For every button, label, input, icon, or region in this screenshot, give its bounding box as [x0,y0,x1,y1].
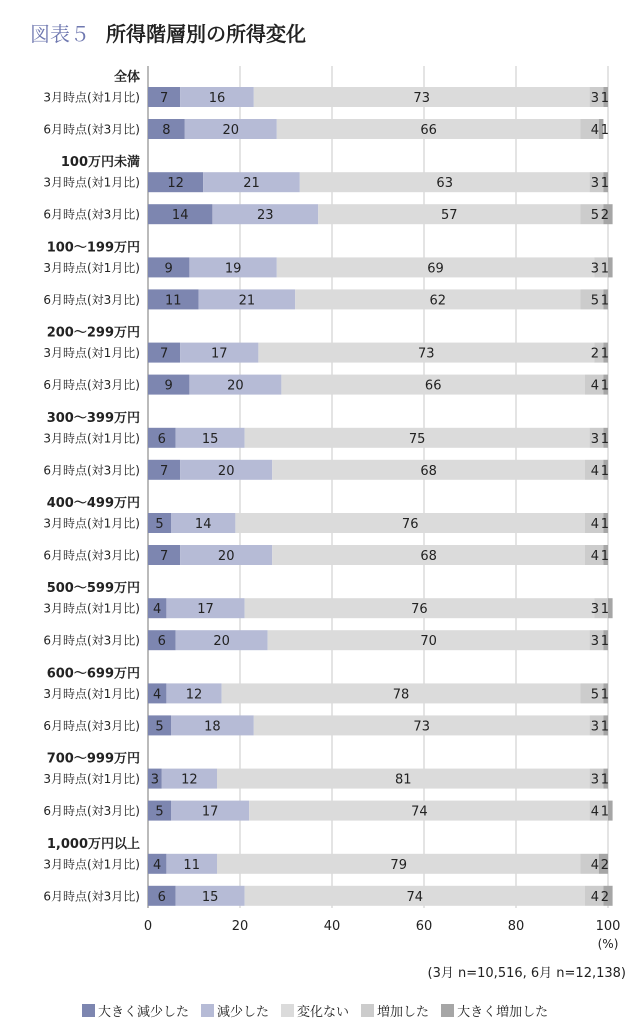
legend-label: 変化ない [297,1005,350,1020]
data-label: 1 [600,176,609,192]
legend-item [82,1001,189,1020]
data-label: 20 [217,549,235,564]
data-label: 73 [413,91,430,106]
legend-label: 増加した [377,1005,430,1020]
data-label: 81 [395,772,412,788]
data-label: 74 [411,804,428,820]
data-label: 12 [167,176,184,192]
data-label: 1 [600,772,609,788]
row-label: 3月時点(対1月比) [43,175,140,190]
data-label: 7 [159,91,169,106]
data-label: 3 [590,176,599,192]
data-label: 16 [208,91,226,106]
x-tick-label: 80 [507,919,525,934]
data-label: 7 [159,346,169,362]
data-label: 69 [427,261,444,277]
data-label: 1 [600,719,609,735]
legend-label: 大きく増加した [457,1005,549,1020]
sample-size-note: (3月 n=10,516, 6月 n=12,138) [427,966,626,981]
group-label: 500～599万円 [46,581,140,597]
row-label: 6月時点(対3月比) [43,378,140,393]
data-label: 5 [590,687,599,703]
data-label: 15 [201,889,219,905]
data-label: 23 [257,208,274,224]
legend-label: 減少した [217,1005,270,1020]
data-label: 4 [590,517,599,532]
data-label: 3 [590,602,599,618]
data-label: 20 [217,463,235,479]
row-label: 6月時点(対3月比) [43,463,140,478]
row-label: 6月時点(対3月比) [43,292,140,307]
row-label: 3月時点(対1月比) [43,260,140,275]
data-label: 1 [600,431,609,447]
legend-label: 大きく減少した [98,1005,190,1020]
data-label: 1 [600,293,609,309]
data-label: 5 [155,517,164,532]
data-label: 75 [408,431,426,447]
data-label: 9 [164,378,173,394]
data-label: 20 [222,123,240,138]
legend-item [201,1001,269,1020]
data-label: 4 [153,687,162,703]
chart-title: 所得階層別の所得変化 [106,22,306,46]
data-label: 3 [590,772,599,788]
data-label: 21 [238,293,256,309]
data-label: 1 [600,634,609,650]
data-label: 4 [590,804,599,820]
data-label: 68 [420,463,437,479]
data-label: 6 [157,431,166,447]
data-label: 62 [429,293,447,309]
data-label: 3 [590,719,599,735]
data-label: 6 [157,634,166,650]
data-label: 3 [150,772,160,788]
legend [82,1001,548,1020]
data-label: 4 [153,602,162,618]
row-label: 6月時点(対3月比) [43,889,140,904]
data-label: 2 [600,857,609,873]
data-label: 8 [162,123,171,138]
data-label: 2 [600,889,609,905]
data-label: 12 [181,772,198,788]
row-label: 6月時点(対3月比) [43,548,140,563]
group-label: 100万円未満 [60,155,140,171]
data-label: 11 [165,293,182,309]
group-label: 600～699万円 [46,666,140,682]
legend-swatch [361,1004,374,1017]
data-label: 12 [185,687,203,703]
group-label: 700～999万円 [46,751,140,767]
x-tick-label: 60 [415,919,433,934]
x-tick-label: 0 [143,919,153,934]
data-label: 5 [590,293,599,309]
x-tick-label: 100 [595,919,621,934]
group-label: 1,000万円以上 [46,836,140,852]
data-label: 19 [224,261,242,277]
row-label: 3月時点(対1月比) [43,90,140,105]
data-label: 17 [197,602,214,618]
data-label: 78 [392,687,410,703]
data-label: 73 [413,719,430,735]
row-label: 3月時点(対1月比) [43,346,140,361]
data-label: 1 [600,123,609,138]
group-label: 全体 [113,70,140,85]
data-label: 4 [590,463,599,479]
data-label: 1 [600,261,609,277]
legend-swatch [441,1004,454,1017]
data-label: 11 [183,857,200,873]
row-label: 3月時点(対1月比) [43,686,140,701]
data-label: 3 [590,91,599,106]
legend-swatch [82,1004,95,1017]
legend-swatch [281,1004,294,1017]
group-label: 300～399万円 [46,410,140,426]
data-label: 3 [590,634,599,650]
data-label: 4 [590,123,599,138]
data-label: 1 [600,602,609,618]
x-axis-unit: (%) [597,937,619,951]
row-label: 3月時点(対1月比) [43,601,140,616]
data-label: 68 [420,549,437,564]
data-label: 5 [155,719,164,735]
data-label: 14 [194,517,212,532]
legend-item [441,1001,548,1020]
data-label: 17 [201,804,219,820]
x-tick-label: 40 [323,919,341,934]
data-label: 3 [590,261,599,277]
data-label: 76 [411,602,428,618]
data-label: 1 [600,517,609,532]
data-label: 4 [590,549,599,564]
group-label: 100～199万円 [46,240,140,256]
row-label: 6月時点(対3月比) [43,122,140,137]
row-label: 3月時点(対1月比) [43,431,140,446]
row-label: 6月時点(対3月比) [43,207,140,222]
data-label: 1 [600,463,609,479]
group-label: 200～299万円 [46,325,140,341]
data-label: 2 [590,346,599,362]
data-label: 1 [600,549,609,564]
data-label: 7 [159,549,169,564]
legend-item [361,1001,429,1020]
data-label: 15 [201,431,219,447]
legend-item [281,1001,349,1020]
data-label: 4 [590,857,599,873]
row-label: 3月時点(対1月比) [43,857,140,872]
data-label: 76 [401,517,419,532]
data-label: 1 [600,346,609,362]
data-label: 70 [420,634,437,650]
data-label: 20 [227,378,244,394]
data-label: 4 [590,378,599,394]
data-label: 66 [424,378,442,394]
row-label: 6月時点(対3月比) [43,633,140,648]
group-label: 400～499万円 [46,496,140,511]
data-label: 74 [406,889,424,905]
row-label: 3月時点(対1月比) [43,772,140,787]
data-label: 14 [171,208,189,224]
x-tick-label: 20 [231,919,249,934]
data-label: 4 [153,857,162,873]
data-label: 20 [213,634,230,650]
row-label: 3月時点(対1月比) [43,516,140,531]
row-label: 6月時点(対3月比) [43,718,140,733]
data-label: 1 [600,687,609,703]
data-label: 18 [204,719,221,735]
data-label: 17 [211,346,228,362]
data-label: 1 [600,91,609,106]
data-label: 6 [157,889,166,905]
row-label: 6月時点(対3月比) [43,804,140,819]
data-label: 1 [600,804,609,820]
data-label: 5 [590,208,599,224]
data-label: 3 [590,431,599,447]
data-label: 4 [590,889,599,905]
data-label: 79 [390,857,407,873]
data-label: 73 [418,346,435,362]
figure-label: 図表５ [30,22,90,46]
data-label: 9 [164,261,173,277]
data-label: 57 [441,208,458,224]
data-label: 5 [155,804,164,820]
data-label: 7 [159,463,169,479]
data-label: 63 [436,176,453,192]
data-label: 66 [420,123,437,138]
legend-swatch [201,1004,214,1017]
data-label: 1 [600,378,609,394]
data-label: 2 [600,208,609,224]
data-label: 21 [243,176,260,192]
